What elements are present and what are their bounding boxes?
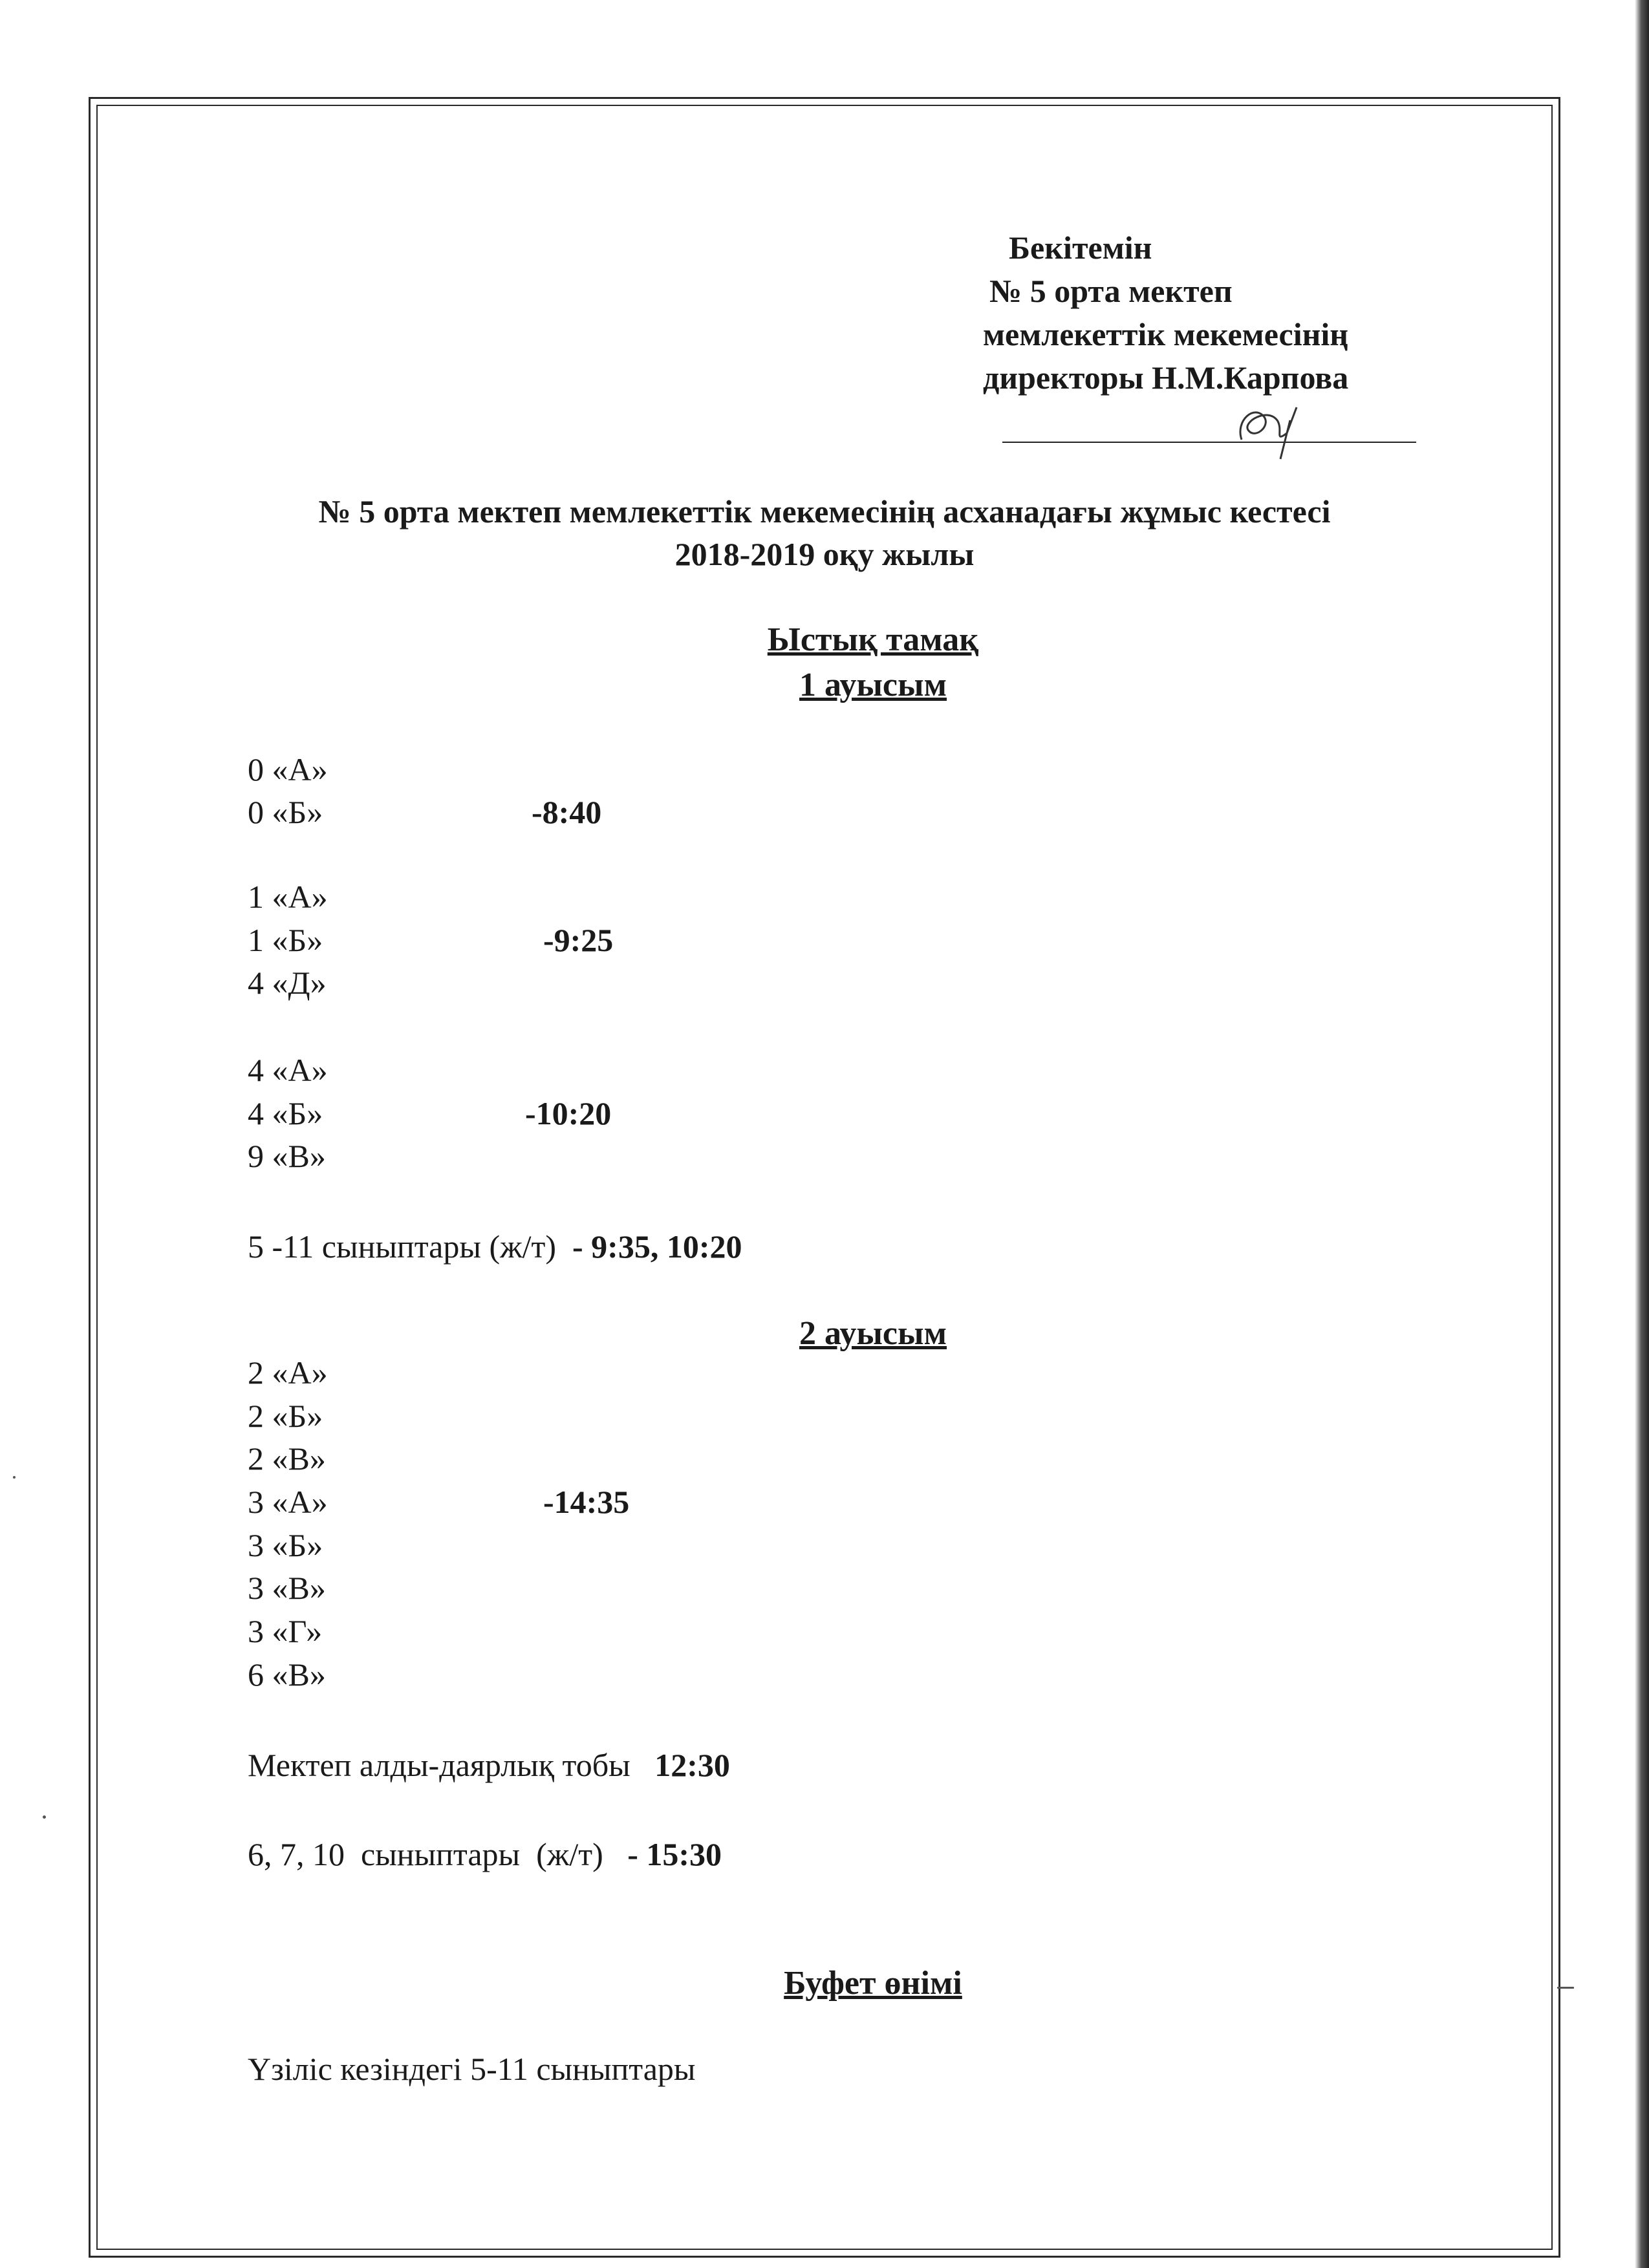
shift-2-note <box>248 1835 722 1874</box>
class-label: 4 «Д» <box>248 965 327 1001</box>
approval-line: № 5 орта мектеп <box>989 273 1233 309</box>
shift-1-note <box>248 1227 742 1266</box>
shift-1-note-time: - 9:35, 10:20 <box>572 1228 742 1265</box>
approval-line: мемлекеттік мекемесінің <box>983 316 1349 352</box>
heading-buffet: Буфет өнімі <box>784 1965 962 2002</box>
class-label: 2 «В» <box>248 1440 326 1477</box>
shift-2-note-label: 6, 7, 10 сыныптары (ж/т) <box>248 1836 628 1872</box>
document-title: № 5 орта мектеп мемлекеттік мекемесінің асханадағы жұмыс кестесі <box>318 493 1331 530</box>
class-label: 1 «Б» <box>248 922 323 958</box>
heading-shift-2: 2 ауысым <box>799 1315 947 1352</box>
document-subtitle: 2018-2019 оқу жылы <box>674 536 975 572</box>
class-label: 2 «А» <box>248 1354 328 1391</box>
preschool-time: 12:30 <box>654 1747 730 1783</box>
scan-speck <box>13 1476 16 1479</box>
shift-1-note-label: 5 -11 сыныптары (ж/т) <box>248 1228 573 1265</box>
scan-speck <box>43 1815 46 1819</box>
signature-line <box>1002 442 1416 443</box>
heading-shift-1: 1 ауысым <box>799 667 947 703</box>
scan-edge <box>1635 0 1649 2268</box>
class-label: 2 «Б» <box>248 1398 323 1434</box>
buffet-text: Үзіліс кезіндегі 5-11 сыныптары <box>248 2051 696 2087</box>
shift-2-note-time: - 15:30 <box>627 1836 722 1872</box>
page-frame-inner <box>96 105 1553 2250</box>
signature-icon <box>1229 394 1306 465</box>
preschool-note <box>248 1746 730 1784</box>
approval-block <box>983 226 1436 400</box>
preschool-label: Мектеп алды-даярлық тобы <box>248 1747 655 1783</box>
class-label: 3 «В» <box>248 1570 326 1606</box>
class-label: 0 «А» <box>248 751 328 787</box>
class-label: 1 «А» <box>248 879 328 915</box>
meal-time: -10:20 <box>525 1095 612 1131</box>
class-label: 3 «Б» <box>248 1527 323 1563</box>
class-label: 4 «А» <box>248 1052 328 1088</box>
meal-time: -14:35 <box>543 1484 630 1520</box>
class-label: 4 «Б» <box>248 1095 323 1131</box>
class-label: 0 «Б» <box>248 794 323 830</box>
meal-time: -9:25 <box>543 922 614 958</box>
approval-line: Бекітемін <box>1009 230 1152 266</box>
class-label: 3 «А» <box>248 1484 328 1520</box>
approval-line: директоры Н.М.Карпова <box>983 359 1349 396</box>
class-label: 9 «В» <box>248 1138 326 1174</box>
scan-speck <box>1557 1987 1574 1989</box>
heading-hot-meal: Ыстық тамақ <box>767 621 979 658</box>
class-label: 6 «В» <box>248 1656 326 1693</box>
class-label: 3 «Г» <box>248 1613 323 1649</box>
meal-time: -8:40 <box>532 794 602 830</box>
